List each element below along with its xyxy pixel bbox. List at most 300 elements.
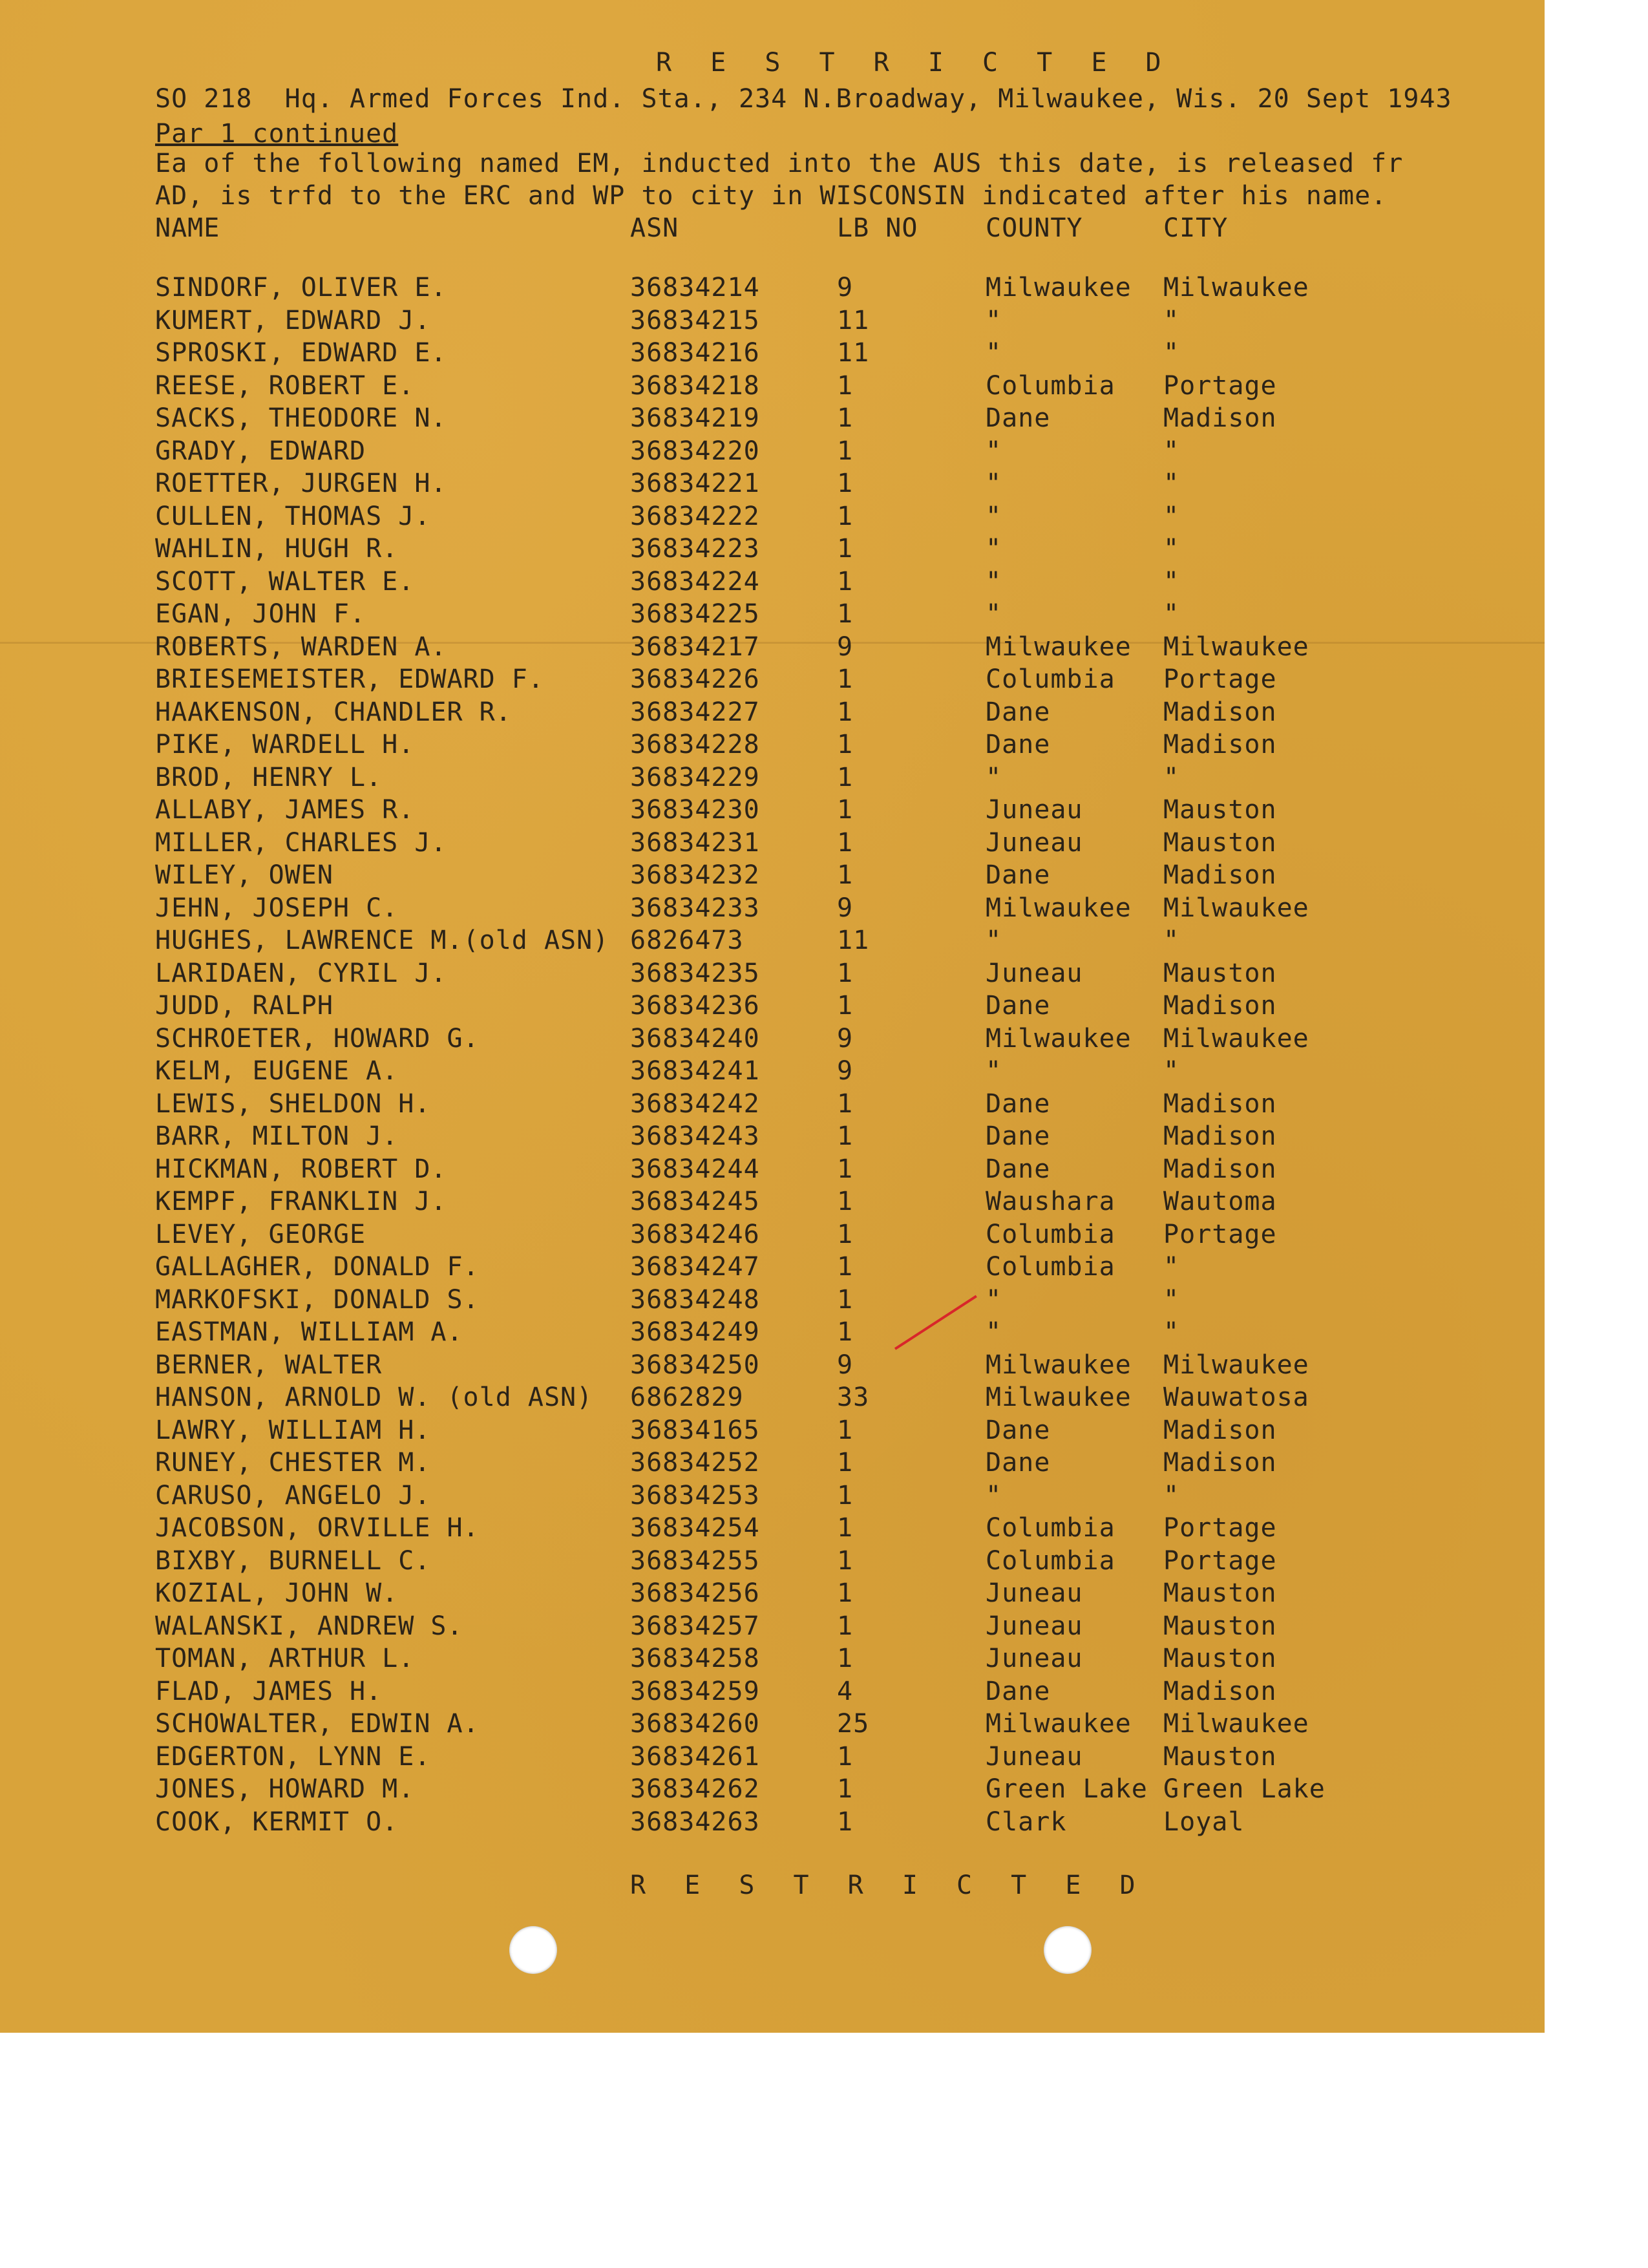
cell-asn: 36834245 [630, 1187, 760, 1216]
table-row [0, 1610, 1545, 1642]
cell-lb-no: 1 [837, 763, 854, 792]
cell-lb-no: 1 [837, 371, 854, 401]
cell-county: " [986, 502, 1002, 531]
table-row [0, 631, 1545, 663]
order-heading: SO 218 Hq. Armed Forces Ind. Sta., 234 N.Broadway, Milwaukee, Wis. 20 Sept 1943 [155, 84, 1452, 114]
cell-asn: 36834224 [630, 567, 760, 597]
cell-asn: 36834250 [630, 1350, 760, 1380]
table-row [0, 1185, 1545, 1218]
cell-county: Dane [986, 1415, 1051, 1445]
cell-asn: 36834247 [630, 1252, 760, 1282]
punch-hole-left [509, 1926, 557, 1974]
cell-name: REESE, ROBERT E. [155, 371, 415, 401]
cell-city: Milwaukee [1163, 1709, 1309, 1739]
table-row [0, 924, 1545, 957]
cell-city: Madison [1163, 1121, 1277, 1151]
cell-city: Mauston [1163, 828, 1277, 858]
cell-city: Portage [1163, 1546, 1277, 1576]
cell-county: " [986, 306, 1002, 335]
cell-name: WAHLIN, HUGH R. [155, 534, 399, 564]
cell-asn: 36834259 [630, 1677, 760, 1706]
cell-name: ALLABY, JAMES R. [155, 795, 415, 825]
table-row [0, 663, 1545, 695]
cell-name: CARUSO, ANGELO J. [155, 1481, 431, 1510]
cell-city: " [1163, 1481, 1180, 1510]
table-row [0, 1349, 1545, 1381]
cell-city: Madison [1163, 860, 1277, 890]
cell-name: EDGERTON, LYNN E. [155, 1742, 431, 1772]
cell-city: Mauston [1163, 795, 1277, 825]
table-row [0, 402, 1545, 434]
table-row [0, 1218, 1545, 1251]
cell-name: WILEY, OWEN [155, 860, 333, 890]
cell-lb-no: 1 [837, 403, 854, 433]
cell-city: " [1163, 1317, 1180, 1347]
table-row [0, 370, 1545, 402]
cell-county: Milwaukee [986, 273, 1132, 302]
cell-city: Portage [1163, 1220, 1277, 1249]
cell-county: Juneau [986, 1611, 1083, 1641]
cell-asn: 36834229 [630, 763, 760, 792]
table-row [0, 761, 1545, 794]
cell-county: Dane [986, 1677, 1051, 1706]
cell-name: JUDD, RALPH [155, 991, 333, 1021]
cell-city: Portage [1163, 664, 1277, 694]
cell-city: " [1163, 436, 1180, 466]
cell-city: Mauston [1163, 1644, 1277, 1673]
cell-name: KUMERT, EDWARD J. [155, 306, 431, 335]
cell-name: LAWRY, WILLIAM H. [155, 1415, 431, 1445]
cell-city: " [1163, 567, 1180, 597]
cell-name: SACKS, THEODORE N. [155, 403, 447, 433]
cell-asn: 36834230 [630, 795, 760, 825]
cell-city: " [1163, 306, 1180, 335]
cell-county: Milwaukee [986, 1350, 1132, 1380]
table-row [0, 1088, 1545, 1120]
table-row [0, 1741, 1545, 1773]
table-row [0, 500, 1545, 533]
cell-lb-no: 1 [837, 1481, 854, 1510]
cell-county: " [986, 926, 1002, 955]
cell-name: KOZIAL, JOHN W. [155, 1578, 399, 1608]
cell-lb-no: 1 [837, 436, 854, 466]
cell-name: EGAN, JOHN F. [155, 599, 366, 629]
cell-name: BIXBY, BURNELL C. [155, 1546, 431, 1576]
cell-name: WALANSKI, ANDREW S. [155, 1611, 463, 1641]
cell-name: HUGHES, LAWRENCE M.(old ASN) [155, 926, 609, 955]
cell-city: Milwaukee [1163, 1350, 1309, 1380]
cell-asn: 36834236 [630, 991, 760, 1021]
cell-asn: 36834248 [630, 1285, 760, 1315]
cell-city: " [1163, 763, 1180, 792]
cell-county: " [986, 1285, 1002, 1315]
cell-county: " [986, 567, 1002, 597]
table-row [0, 827, 1545, 859]
cell-county: Juneau [986, 959, 1083, 988]
cell-city: " [1163, 338, 1180, 368]
cell-city: " [1163, 599, 1180, 629]
cell-city: Milwaukee [1163, 632, 1309, 662]
cell-city: Madison [1163, 1448, 1277, 1478]
cell-asn: 36834228 [630, 730, 760, 759]
cell-name: GRADY, EDWARD [155, 436, 366, 466]
table-row [0, 1675, 1545, 1708]
cell-lb-no: 1 [837, 1807, 854, 1837]
cell-county: Columbia [986, 1546, 1115, 1576]
cell-lb-no: 1 [837, 1578, 854, 1608]
cell-lb-no: 1 [837, 1220, 854, 1249]
cell-asn: 36834242 [630, 1089, 760, 1119]
cell-city: Madison [1163, 1154, 1277, 1184]
table-row [0, 892, 1545, 924]
table-row [0, 533, 1545, 565]
cell-lb-no: 1 [837, 730, 854, 759]
intro-line-1: Ea of the following named EM, inducted into the AUS this date, is released fr [155, 149, 1404, 178]
table-row [0, 304, 1545, 337]
cell-county: Columbia [986, 1220, 1115, 1249]
cell-lb-no: 9 [837, 1056, 854, 1086]
cell-name: MILLER, CHARLES J. [155, 828, 447, 858]
cell-name: HANSON, ARNOLD W. (old ASN) [155, 1383, 593, 1412]
cell-lb-no: 11 [837, 338, 870, 368]
cell-city: " [1163, 1285, 1180, 1315]
cell-name: HICKMAN, ROBERT D. [155, 1154, 447, 1184]
cell-lb-no: 1 [837, 599, 854, 629]
cell-name: LEVEY, GEORGE [155, 1220, 366, 1249]
cell-name: BARR, MILTON J. [155, 1121, 399, 1151]
header-lb-no: LB NO [837, 213, 918, 243]
cell-name: PIKE, WARDELL H. [155, 730, 415, 759]
table-row [0, 1447, 1545, 1479]
cell-county: Clark [986, 1807, 1067, 1837]
table-row [0, 1773, 1545, 1805]
cell-lb-no: 11 [837, 306, 870, 335]
cell-lb-no: 1 [837, 502, 854, 531]
cell-name: LARIDAEN, CYRIL J. [155, 959, 447, 988]
cell-asn: 36834217 [630, 632, 760, 662]
cell-lb-no: 1 [837, 534, 854, 564]
cell-lb-no: 4 [837, 1677, 854, 1706]
cell-lb-no: 1 [837, 1415, 854, 1445]
cell-asn: 36834257 [630, 1611, 760, 1641]
cell-asn: 36834219 [630, 403, 760, 433]
cell-asn: 36834232 [630, 860, 760, 890]
cell-city: Wautoma [1163, 1187, 1277, 1216]
cell-name: LEWIS, SHELDON H. [155, 1089, 431, 1119]
cell-name: GALLAGHER, DONALD F. [155, 1252, 480, 1282]
cell-city: Loyal [1163, 1807, 1245, 1837]
table-row [0, 1806, 1545, 1838]
cell-county: Juneau [986, 1644, 1083, 1673]
header-name: NAME [155, 213, 220, 243]
cell-name: KELM, EUGENE A. [155, 1056, 399, 1086]
cell-name: BRIESEMEISTER, EDWARD F. [155, 664, 544, 694]
cell-county: Milwaukee [986, 1024, 1132, 1054]
cell-lb-no: 9 [837, 632, 854, 662]
cell-lb-no: 1 [837, 1252, 854, 1282]
table-row [0, 1120, 1545, 1152]
cell-lb-no: 1 [837, 1154, 854, 1184]
cell-city: Madison [1163, 991, 1277, 1021]
cell-county: " [986, 338, 1002, 368]
cell-county: Juneau [986, 795, 1083, 825]
cell-city: Madison [1163, 1415, 1277, 1445]
table-row [0, 990, 1545, 1022]
cell-county: Dane [986, 1121, 1051, 1151]
header-city: CITY [1163, 213, 1229, 243]
cell-asn: 36834258 [630, 1644, 760, 1673]
cell-lb-no: 1 [837, 1089, 854, 1119]
table-row [0, 1577, 1545, 1609]
cell-county: Columbia [986, 664, 1115, 694]
cell-lb-no: 1 [837, 1285, 854, 1315]
cell-county: Dane [986, 697, 1051, 727]
cell-asn: 36834225 [630, 599, 760, 629]
cell-lb-no: 33 [837, 1383, 870, 1412]
table-row [0, 1055, 1545, 1087]
table-row [0, 1381, 1545, 1414]
cell-county: Dane [986, 730, 1051, 759]
cell-county: Dane [986, 403, 1051, 433]
cell-city: Milwaukee [1163, 893, 1309, 923]
cell-lb-no: 1 [837, 1546, 854, 1576]
cell-city: Madison [1163, 1089, 1277, 1119]
cell-city: Mauston [1163, 1742, 1277, 1772]
cell-county: Dane [986, 1089, 1051, 1119]
cell-city: Mauston [1163, 959, 1277, 988]
cell-county: Juneau [986, 1578, 1083, 1608]
cell-city: Madison [1163, 403, 1277, 433]
cell-lb-no: 1 [837, 1742, 854, 1772]
cell-asn: 36834252 [630, 1448, 760, 1478]
cell-lb-no: 1 [837, 828, 854, 858]
table-row [0, 337, 1545, 369]
cell-asn: 36834215 [630, 306, 760, 335]
cell-lb-no: 1 [837, 795, 854, 825]
cell-name: FLAD, JAMES H. [155, 1677, 383, 1706]
cell-asn: 6826473 [630, 926, 744, 955]
cell-name: BERNER, WALTER [155, 1350, 383, 1380]
cell-asn: 36834226 [630, 664, 760, 694]
cell-lb-no: 1 [837, 1187, 854, 1216]
header-county: COUNTY [986, 213, 1083, 243]
cell-asn: 36834220 [630, 436, 760, 466]
table-row [0, 859, 1545, 891]
cell-lb-no: 1 [837, 1513, 854, 1543]
cell-county: " [986, 1056, 1002, 1086]
cell-asn: 36834214 [630, 273, 760, 302]
header-restricted: R E S T R I C T E D [656, 48, 1173, 78]
cell-lb-no: 1 [837, 1448, 854, 1478]
table-row [0, 1708, 1545, 1740]
cell-city: " [1163, 469, 1180, 498]
cell-county: Columbia [986, 371, 1115, 401]
cell-lb-no: 1 [837, 959, 854, 988]
cell-city: Portage [1163, 1513, 1277, 1543]
cell-name: SPROSKI, EDWARD E. [155, 338, 447, 368]
cell-lb-no: 9 [837, 1024, 854, 1054]
cell-asn: 36834241 [630, 1056, 760, 1086]
table-row [0, 566, 1545, 598]
cell-city: " [1163, 926, 1180, 955]
table-row [0, 696, 1545, 728]
cell-name: EASTMAN, WILLIAM A. [155, 1317, 463, 1347]
cell-lb-no: 1 [837, 697, 854, 727]
cell-lb-no: 1 [837, 469, 854, 498]
cell-name: COOK, KERMIT O. [155, 1807, 399, 1837]
cell-asn: 36834263 [630, 1807, 760, 1837]
cell-lb-no: 9 [837, 893, 854, 923]
cell-county: " [986, 436, 1002, 466]
cell-lb-no: 11 [837, 926, 870, 955]
cell-name: CULLEN, THOMAS J. [155, 502, 431, 531]
cell-city: " [1163, 1252, 1180, 1282]
cell-name: KEMPF, FRANKLIN J. [155, 1187, 447, 1216]
cell-county: " [986, 599, 1002, 629]
table-row [0, 467, 1545, 500]
cell-name: ROETTER, JURGEN H. [155, 469, 447, 498]
cell-county: Dane [986, 991, 1051, 1021]
cell-asn: 36834227 [630, 697, 760, 727]
cell-city: Madison [1163, 1677, 1277, 1706]
cell-county: " [986, 1317, 1002, 1347]
cell-asn: 36834233 [630, 893, 760, 923]
cell-asn: 36834253 [630, 1481, 760, 1510]
cell-county: Juneau [986, 1742, 1083, 1772]
column-headers [0, 212, 1545, 244]
cell-name: HAAKENSON, CHANDLER R. [155, 697, 512, 727]
table-row [0, 1153, 1545, 1185]
cell-asn: 36834240 [630, 1024, 760, 1054]
table-row [0, 1642, 1545, 1675]
table-row [0, 435, 1545, 467]
cell-name: RUNEY, CHESTER M. [155, 1448, 431, 1478]
cell-asn: 36834249 [630, 1317, 760, 1347]
cell-asn: 36834221 [630, 469, 760, 498]
cell-county: " [986, 763, 1002, 792]
cell-county: Columbia [986, 1513, 1115, 1543]
cell-asn: 36834260 [630, 1709, 760, 1739]
cell-lb-no: 25 [837, 1709, 870, 1739]
cell-asn: 36834235 [630, 959, 760, 988]
cell-asn: 36834262 [630, 1774, 760, 1804]
cell-city: Green Lake [1163, 1774, 1326, 1804]
cell-county: Milwaukee [986, 632, 1132, 662]
cell-asn: 36834244 [630, 1154, 760, 1184]
cell-asn: 6862829 [630, 1383, 744, 1412]
cell-lb-no: 1 [837, 664, 854, 694]
cell-lb-no: 9 [837, 1350, 854, 1380]
cell-name: JEHN, JOSEPH C. [155, 893, 399, 923]
cell-county: " [986, 534, 1002, 564]
cell-name: MARKOFSKI, DONALD S. [155, 1285, 480, 1315]
cell-county: Waushara [986, 1187, 1115, 1216]
cell-city: Mauston [1163, 1578, 1277, 1608]
table-row [0, 1316, 1545, 1348]
table-row [0, 1512, 1545, 1544]
table-row [0, 1479, 1545, 1512]
intro-line-2: AD, is trfd to the ERC and WP to city in WISCONSIN indicated after his name. [155, 181, 1388, 211]
cell-lb-no: 1 [837, 567, 854, 597]
cell-asn: 36834256 [630, 1578, 760, 1608]
cell-city: Milwaukee [1163, 1024, 1309, 1054]
cell-asn: 36834165 [630, 1415, 760, 1445]
cell-asn: 36834254 [630, 1513, 760, 1543]
cell-lb-no: 1 [837, 1611, 854, 1641]
cell-lb-no: 1 [837, 860, 854, 890]
cell-name: SCOTT, WALTER E. [155, 567, 415, 597]
cell-county: Dane [986, 860, 1051, 890]
table-row [0, 1545, 1545, 1577]
cell-county: Dane [986, 1154, 1051, 1184]
cell-lb-no: 1 [837, 1774, 854, 1804]
cell-asn: 36834223 [630, 534, 760, 564]
cell-asn: 36834216 [630, 338, 760, 368]
cell-city: Portage [1163, 371, 1277, 401]
cell-asn: 36834231 [630, 828, 760, 858]
punch-hole-right [1044, 1926, 1092, 1974]
table-row [0, 728, 1545, 761]
cell-county: " [986, 469, 1002, 498]
table-row [0, 1284, 1545, 1316]
cell-name: JONES, HOWARD M. [155, 1774, 415, 1804]
cell-city: " [1163, 502, 1180, 531]
table-row [0, 794, 1545, 826]
cell-lb-no: 1 [837, 1644, 854, 1673]
table-row [0, 598, 1545, 630]
cell-name: TOMAN, ARTHUR L. [155, 1644, 415, 1673]
cell-asn: 36834218 [630, 371, 760, 401]
cell-county: Dane [986, 1448, 1051, 1478]
table-row [0, 1251, 1545, 1283]
cell-lb-no: 1 [837, 1121, 854, 1151]
table-row [0, 1414, 1545, 1447]
cell-asn: 36834261 [630, 1742, 760, 1772]
footer-restricted: R E S T R I C T E D [630, 1871, 1147, 1900]
cell-asn: 36834243 [630, 1121, 760, 1151]
cell-city: Milwaukee [1163, 273, 1309, 302]
cell-name: ROBERTS, WARDEN A. [155, 632, 447, 662]
cell-asn: 36834255 [630, 1546, 760, 1576]
cell-city: " [1163, 534, 1180, 564]
cell-lb-no: 1 [837, 1317, 854, 1347]
cell-city: Wauwatosa [1163, 1383, 1309, 1412]
cell-asn: 36834222 [630, 502, 760, 531]
cell-name: SCHROETER, HOWARD G. [155, 1024, 480, 1054]
cell-city: Mauston [1163, 1611, 1277, 1641]
cell-county: Green Lake [986, 1774, 1148, 1804]
cell-name: SINDORF, OLIVER E. [155, 273, 447, 302]
cell-county: Milwaukee [986, 1383, 1132, 1412]
cell-county: Milwaukee [986, 893, 1132, 923]
header-asn: ASN [630, 213, 679, 243]
cell-name: SCHOWALTER, EDWIN A. [155, 1709, 480, 1739]
table-row [0, 957, 1545, 990]
cell-county: Milwaukee [986, 1709, 1132, 1739]
table-row [0, 271, 1545, 304]
cell-city: Madison [1163, 730, 1277, 759]
cell-lb-no: 1 [837, 991, 854, 1021]
cell-county: Juneau [986, 828, 1083, 858]
cell-city: " [1163, 1056, 1180, 1086]
cell-city: Madison [1163, 697, 1277, 727]
table-row [0, 1023, 1545, 1055]
cell-lb-no: 9 [837, 273, 854, 302]
cell-county: " [986, 1481, 1002, 1510]
cell-asn: 36834246 [630, 1220, 760, 1249]
cell-name: JACOBSON, ORVILLE H. [155, 1513, 480, 1543]
paragraph-label: Par 1 continued [155, 119, 399, 149]
